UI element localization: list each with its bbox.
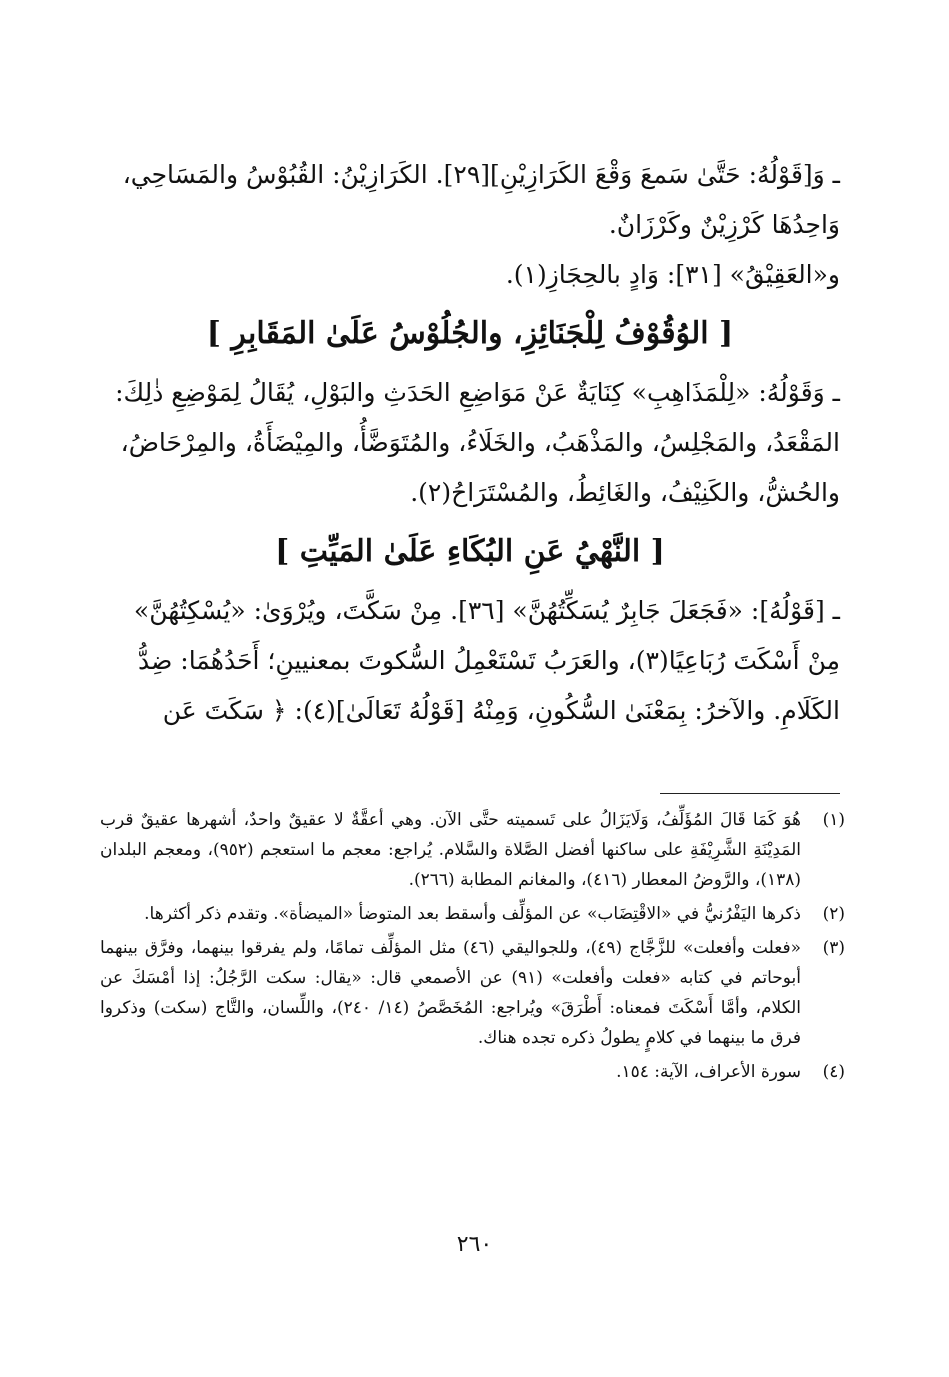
- footnote-text: سورة الأعراف، الآية: ١٥٤.: [616, 1062, 801, 1082]
- paragraph-aqiq: و«العَقِيْقُ» [٣١]: وَادٍ بالحِجَازِ(١).: [505, 260, 840, 289]
- footnote-divider: [660, 793, 840, 794]
- footnote-number: (٣): [822, 938, 845, 958]
- footnote-text: ذكرها اليَفْرُنيُّ في «الاقْتِضَاب» عن المؤلِّف وأسقط بعد المتوضأ «الميضأة». وتقدم ذكر أكثرها.: [144, 904, 801, 924]
- main-text: [100, 150, 840, 736]
- footnote-item: [100, 899, 845, 929]
- footnote-number: (١): [822, 810, 845, 830]
- footnotes: [100, 805, 845, 1091]
- paragraph-karazin: ـ وَ[قَوْلُهُ: حَتَّىٰ سَمعَ وَقْعَ الكَرَازِيْنِ][٢٩]. الكَرَازِيْنُ: القُبُوْسُ والمَسَاحِي، وَاحِدُهَا كَرْزِيْنٌ وكَرْزَانٌ.: [122, 160, 840, 239]
- footnote-number: (٢): [822, 904, 845, 924]
- paragraph-yusakkituhunna: ـ [قَوْلُهُ]: «فَجَعَلَ جَابِرٌ يُسَكِّتُهُنَّ» [٣٦]. مِنْ سَكَّتَ، ويُرْوَىٰ: «يُسْكِتُهُنَّ» مِنْ أَسْكَتَ رُبَاعِيًا(٣)، والعَرَبُ تَسْتَعْمِلُ السُّكوتَ بمعنيينِ؛ أَحَدُهُمَا: ضِدُّ الكَلَامِ. والآخرُ: بِمَعْنَىٰ السُّكُونِ، وَمِنْهُ [قَوْلُهُ تَعَالَىٰ](٤): ﴿ سَكَتَ عَن: [133, 596, 840, 725]
- footnote-item: [100, 933, 845, 1053]
- footnote-item: [100, 805, 845, 895]
- footnote-item: [100, 1057, 845, 1087]
- footnote-text: «فعلت وأفعلت» للزَّجَّاج (٤٩)، وللجواليقي (٤٦) مثل المؤلِّف تمامًا، ولم يفرقوا بينهما، وفرَّق بينهما أبوحاتم في كتابه «فعلت وأفعلت» (٩١) عن الأصمعي قال: «يقال: سكت الرَّجُلُ: إذا أمْسَكَ عن الكلام، وأمَّا أَسْكَتَ فمعناه: أَطْرَقَ» ويُراجع: المُخَصَّصُ (١٤/ ٢٤٠)، واللِّسان، والتَّاج (سكت) وذكروا فرق ما بينهما في كلامٍ يطولُ ذكره تجده هناك.: [100, 938, 802, 1048]
- page-number: ٢٦٠: [456, 1232, 493, 1257]
- paragraph-madhahib: ـ وَقَوْلُهُ: «لِلْمَذَاهِبِ» كِنَايَةٌ عَنْ مَوَاضِعِ الحَدَثِ والبَوْلِ، يُقَالُ لِمَوْضِعِ ذٰلِكَ: المَقْعَدُ، والمَجْلِسُ، والمَذْهَبُ، والخَلَاءُ، والمُتَوَضَّأُ، والمِيْضَأَةُ، والمِرْحَاضُ، والحُشُّ، والكَنِيْفُ، والغَائِطُ، والمُسْتَرَاحُ(٢).: [115, 378, 840, 507]
- section-heading-weeping: [ النَّهْيُ عَنِ البُكَاءِ عَلَىٰ المَيِّتِ ]: [275, 534, 665, 569]
- section-heading-funerals: [ الوُقُوْفُ لِلْجَنَائِزِ، والجُلُوْسُ عَلَىٰ المَقَابِرِ ]: [206, 316, 734, 351]
- footnote-text: هُوَ كَمَا قَالَ المُؤَلِّفُ، وَلَايَزَالُ على تَسميته حتَّى الآن. وهي أعقَّةٌ لا عقيقٌ واحدٌ، أشهرها عقيقٌ قرب المَدِيْنَةِ الشَّرِيْفَةِ على ساكنها أفضل الصَّلاة والسَّلام. يُراجع: معجم ما استعجم (٩٥٢)، ومعجم البلدان (١٣٨)، والرَّوضُ المعطار (٤١٦)، والمغانم المطابة (٢٦٦).: [100, 810, 801, 890]
- footnote-number: (٤): [822, 1062, 845, 1082]
